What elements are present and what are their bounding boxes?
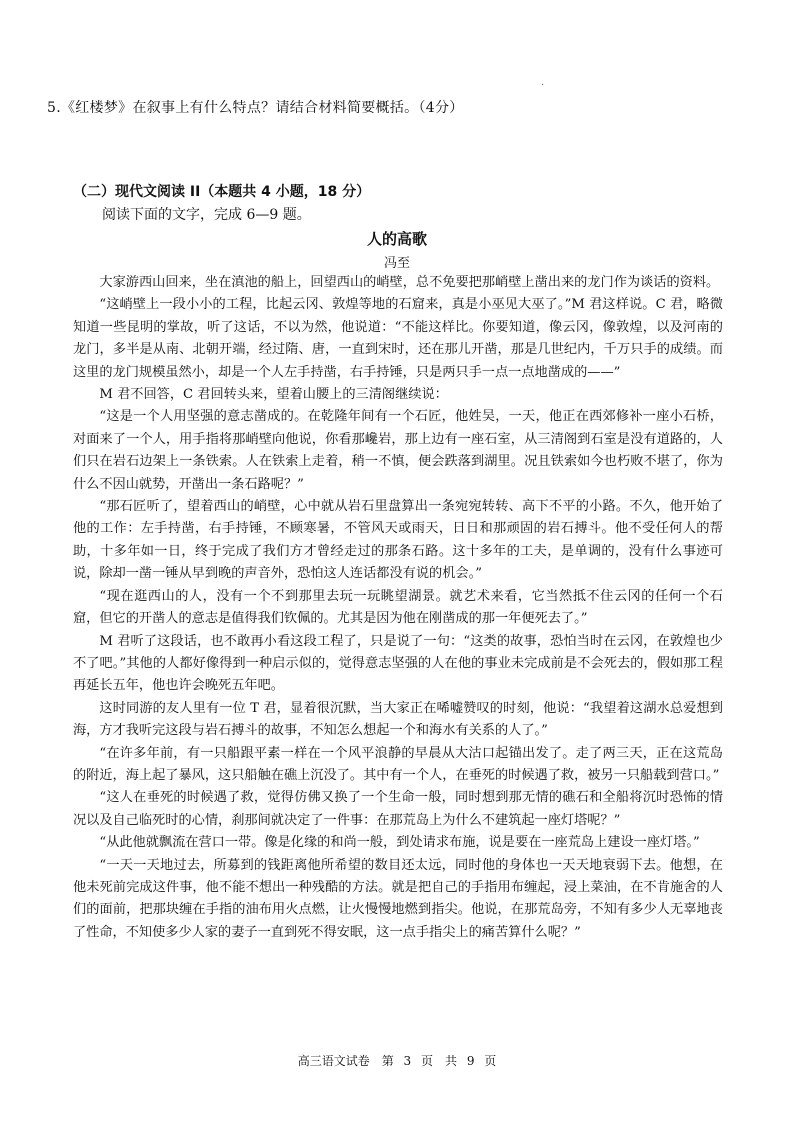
paragraph: “从此他就飘流在营口一带。像是化缘的和尚一般，到处请求布施，说是要在一座荒岛上建设一座灯塔。” — [99, 835, 700, 851]
paragraph: “在许多年前，有一只船跟平素一样在一个风平浪静的早晨从大沽口起锚出发了。走了两三天，正在这荒岛的附近，海上起了暴风，这只船触在礁上沉没了。其中有一个人，在垂死的时候遇了救，被另一只船载到营口。” — [73, 745, 723, 783]
paragraph: “这人在垂死的时候遇了救，觉得仿佛又换了一个生命一般，同时想到那无情的礁石和全船将沉时恐怖的情况以及自己临死时的心情，刹那间就决定了一件事：在那荒岛上为什么不建筑起一座灯塔呢？” — [73, 790, 723, 828]
article-author: 冯至 — [383, 256, 410, 271]
paragraph: “一天一天地过去，所募到的钱距离他所希望的数目还太远，同时他的身体也一天天地衰弱下去。他想，在他未死前完成这件事，他不能不想出一种残酷的方法。就是把自己的手指用布缠起，浸上菜油，在不肯施舍的人们的面前，把那块缠在手指的油布用火点燃，让火慢慢地燃到指尖。他说，在那荒岛旁，不知有多少人无辜地丧了性命，不知使多少人家的妻子一直到死不得安眠，这一点手指尖上的痛苦算什么呢？” — [73, 857, 723, 940]
paragraph: “现在逛西山的人，没有一个不到那里去玩一玩眺望湖景。就艺术来看，它当然抵不住云冈的任何一个石窟，但它的开凿人的意志是值得我们钦佩的。尤其是因为他在刚凿成的那一年便死去了。” — [73, 588, 723, 627]
page-footer: 高三语文试卷 第 3 页 共 9 页 — [297, 1054, 497, 1068]
paragraph: 大家游西山回来，坐在滇池的船上，回望西山的峭壁，总不免要把那峭壁上凿出来的龙门作为谈话的资料。 — [99, 275, 720, 290]
paragraph: M 君不回答，C 君回转头来，望着山腰上的三清阁继续说： — [99, 387, 448, 403]
reading-instruction: 阅读下面的文字，完成 6—9 题。 — [102, 207, 311, 223]
paragraph: 这时同游的友人里有一位 T 君，显着很沉默，当大家正在唏嘘赞叹的时刻，他说：“我望着这湖水总爱想到海，方才我听完这段与岩石搏斗的故事，不知怎么想起一个和海水有关系的人了。” — [73, 700, 723, 739]
paragraph: M 君听了这段话，也不敢再小看这段工程了，只是说了一句：“这类的故事，恐怕当时在云冈，在敦煌也少不了吧。”其他的人都好像得到一种启示似的，觉得意志坚强的人在他的事业未完成前是不会死去的，假如那工程再延长五年，他也许会晚死五年吧。 — [73, 633, 723, 694]
paragraph: “这是一个人用坚强的意志凿成的。在乾隆年间有一个石匠，他姓吴，一天，他正在西郊修补一座小石桥，对面来了一个人，用手指将那峭壁向他说，你看那巉岩，那上边有一座石室，从三清阁到石室是没有道路的，人们只在岩石边架上一条铁索。人在铁索上走着，稍一不慎，便会跌落到湖里。况且铁索如今也朽败不堪了，你为什么不因山就势，开凿出一条石路呢？” — [73, 409, 723, 492]
scan-speck: · — [541, 80, 545, 91]
paragraph: “那石匠听了，望着西山的峭壁，心中就从岩石里盘算出一条宛宛转转、高下不平的小路。不久，他开始了他的工作：左手持凿，右手持锤，不顾寒暑，不管风天或雨天，日日和那顽固的岩石搏斗。他不受任何人的帮助，十多年如一日，终于完成了我们方才曾经走过的那条石路。这十多年的工夫，是单调的，没有什么事迹可说，除却一凿一锤从早到晚的声音外，恐怕这人连话都没有说的机会。” — [73, 499, 723, 582]
article-body — [73, 272, 723, 944]
article-title: 人的高歌 — [366, 230, 427, 248]
section-heading: （二）现代文阅读 II（本题共 4 小题，18 分） — [73, 184, 371, 200]
paragraph: “这峭壁上一段小小的工程，比起云冈、敦煌等地的石窟来，真是小巫见大巫了。”M 君这样说。C 君，略微知道一些昆明的掌故，听了这话，不以为然，他说道：“不能这样比。你要知道，像云冈，像敦煌，以及河南的龙门，多半是从南、北朝开端，经过隋、唐，一直到宋时，还在那儿开凿，那是几世纪内，千万只手的成绩。而这里的龙门规模虽然小，却是一个人左手持凿，右手持锤，只是两只手一点一点地凿成的——” — [73, 297, 723, 380]
question-5: 5.《红楼梦》在叙事上有什么特点？请结合材料简要概括。（4分） — [47, 100, 464, 116]
